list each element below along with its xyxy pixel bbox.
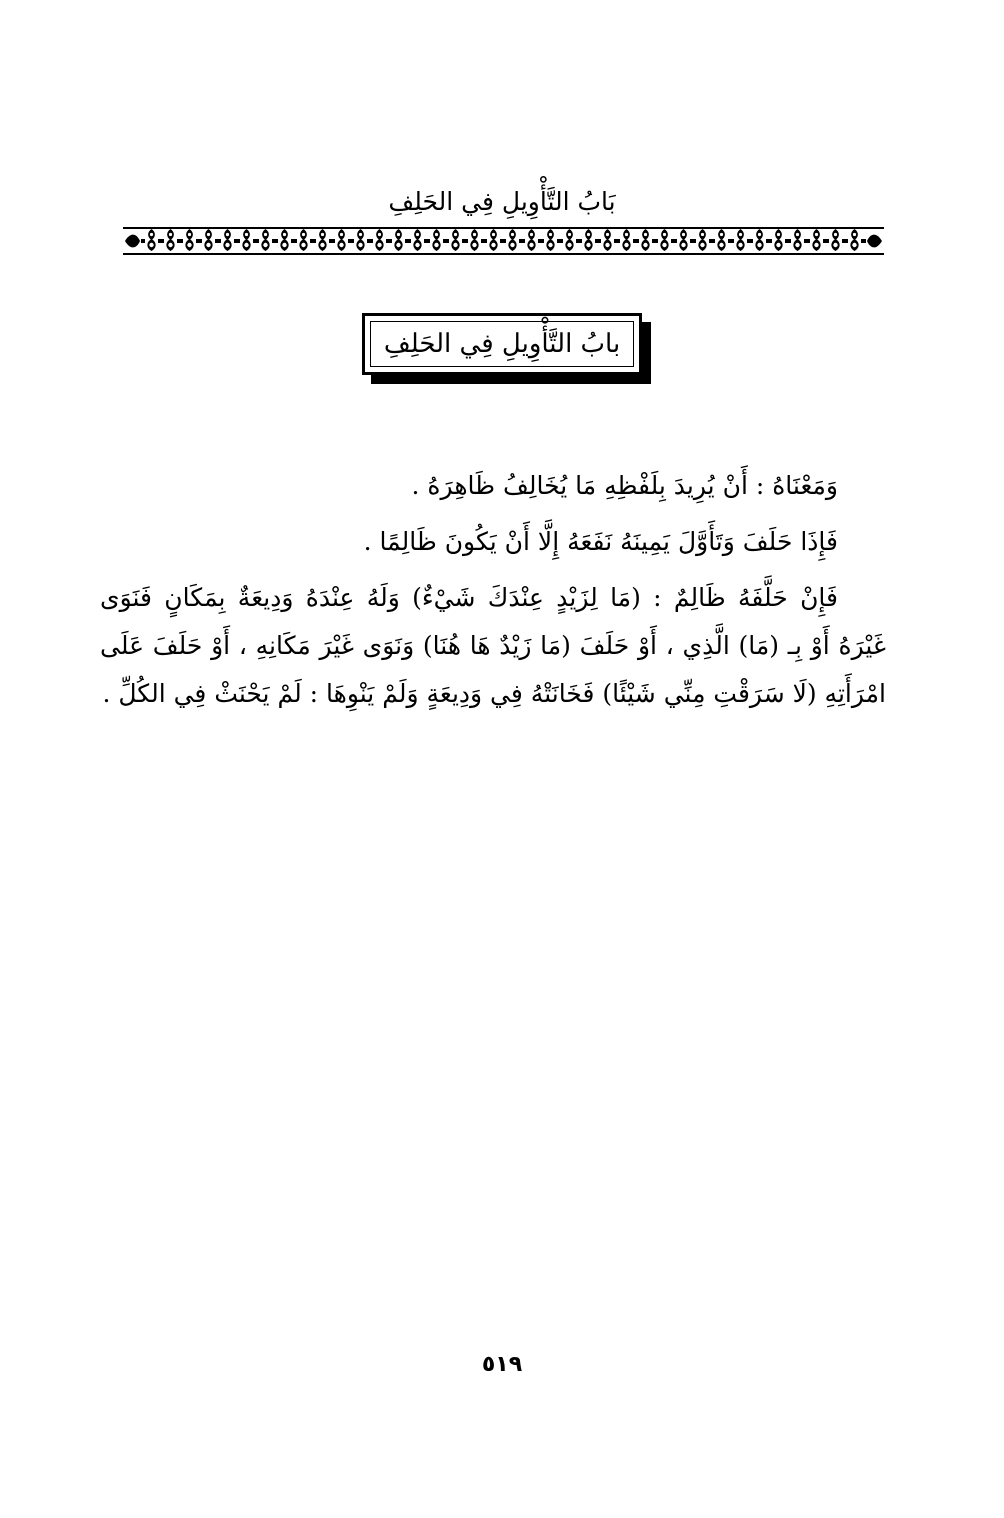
title-frame-box: [362, 313, 642, 375]
paragraph: فَإِنْ حَلَّفَهُ ظَالِمٌ : (مَا لِزَيْدٍ عِنْدَكَ شَيْءٌ) وَلَهُ عِنْدَهُ وَدِيعَةٌ بِمَكَانٍ فَنَوَى غَيْرَهُ أَوْ بِـ (مَا) الَّذِي ، أَوْ حَلَفَ (مَا زَيْدٌ هَا هُنَا) وَنَوَى غَيْرَ مَكَانِهِ ، أَوْ حَلَفَ عَلَى امْرَأَتِهِ (لَا سَرَقْتِ مِنِّي شَيْئًا) فَخَانَتْهُ فِي وَدِيعَةٍ وَلَمْ يَنْوِهَا : لَمْ يَحْنَثْ فِي الكُلِّ .: [100, 583, 886, 708]
running-header-title: بَابُ التَّأْوِيلِ فِي الحَلِفِ: [388, 187, 616, 216]
section-title-frame: [362, 313, 652, 385]
ornamental-border-divider: [123, 226, 884, 256]
page-number: ٥١٩: [481, 1352, 523, 1377]
section-title: بابُ التَّأْوِيلِ فِي الحَلِفِ: [370, 321, 634, 367]
paragraph: وَمَعْنَاهُ : أَنْ يُرِيدَ بِلَفْظِهِ مَا يُخَالِفُ ظَاهِرَهُ .: [411, 471, 838, 500]
body-text: [100, 462, 886, 726]
paragraph: فَإِذَا حَلَفَ وَتَأَوَّلَ يَمِينَهُ نَفَعَهُ إِلَّا أَنْ يَكُونَ ظَالِمًا .: [363, 527, 838, 556]
